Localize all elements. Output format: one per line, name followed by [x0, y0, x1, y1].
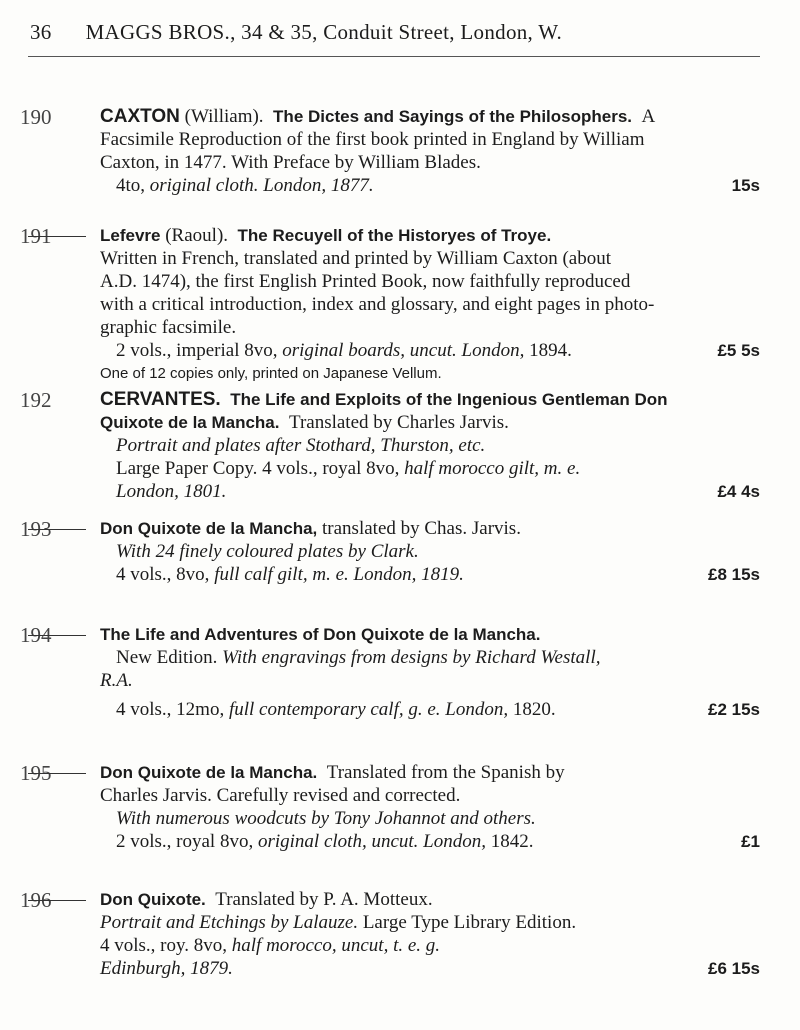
- entry-format: 4to,: [116, 175, 150, 196]
- entry-illustrations: With 24 finely coloured plates by Clark.: [116, 541, 419, 562]
- entry-title: Don Quixote de la Mancha.: [100, 763, 318, 782]
- entry-body: [100, 224, 760, 385]
- entry-price: £5 5s: [717, 341, 760, 360]
- entry-format-italic: full calf gilt, m. e. London, 1819.: [214, 564, 464, 585]
- entry-edition: Large Type Library Edition.: [358, 912, 577, 933]
- entry-author-rest: (William).: [184, 106, 264, 127]
- entry-title: Don Quixote.: [100, 890, 206, 909]
- entry-desc: Caxton, in 1477. With Preface by William Blades.: [100, 152, 481, 173]
- entry-illustrations-cont: R.A.: [100, 670, 133, 691]
- entry-desc: Translated by Charles Jarvis.: [289, 412, 509, 433]
- entry-number: 192: [20, 388, 52, 412]
- ditto-dash: [28, 900, 86, 901]
- entry-title: The Life and Adventures of Don Quixote de la Mancha.: [100, 625, 541, 644]
- ditto-dash: [28, 635, 86, 636]
- entry-format-italic: half morocco gilt, m. e.: [404, 458, 581, 479]
- entry-desc: Translated by P. A. Motteux.: [215, 889, 433, 910]
- entry-number: 196: [20, 888, 52, 912]
- entry-format: 4 vols., 12mo,: [116, 699, 229, 720]
- ditto-dash: [28, 529, 86, 530]
- entry-desc: New Edition.: [116, 647, 223, 668]
- entry-format-year: 1842.: [485, 831, 534, 852]
- entry-title: Don Quixote de la Mancha,: [100, 519, 318, 538]
- entry-format: 2 vols., imperial 8vo,: [116, 340, 283, 361]
- entry-title: The Life and Exploits of the Ingenious Gentleman Don: [230, 390, 668, 409]
- publisher-line: MAGGS BROS., 34 & 35, Conduit Street, London, W.: [85, 20, 563, 44]
- entry-number: 195: [20, 761, 52, 785]
- entry-body: [100, 388, 760, 503]
- entry-price: £1: [741, 832, 760, 851]
- entry-number: 194: [20, 623, 52, 647]
- entry-illustrations: With engravings from designs by Richard Westall,: [222, 647, 601, 668]
- entry-title: The Dictes and Sayings of the Philosophers.: [273, 107, 633, 126]
- entry-format-italic: full contemporary calf, g. e. London,: [228, 699, 509, 720]
- ditto-dash: [28, 773, 86, 774]
- entry-price: £4 4s: [717, 482, 760, 501]
- entry-body: [100, 888, 760, 980]
- entry-desc: with a critical introduction, index and glossary, and eight pages in photo-: [100, 294, 655, 315]
- entry-imprint: London, 1801.: [116, 481, 227, 502]
- entry-number: 190: [20, 105, 52, 129]
- entry-desc: translated by Chas. Jarvis.: [322, 518, 521, 539]
- entry-desc: Translated from the Spanish by: [326, 762, 565, 783]
- entry-format-italic: original cloth, uncut. London,: [257, 831, 486, 852]
- entry-format-year: 1894.: [524, 340, 572, 361]
- entry-desc: Facsimile Reproduction of the first book printed in England by William: [100, 129, 645, 150]
- entry-desc: A.D. 1474), the first English Printed Book, now faithfully reproduced: [100, 271, 631, 292]
- entry-title: Quixote de la Mancha.: [100, 413, 280, 432]
- entry-imprint: Edinburgh, 1879.: [100, 958, 233, 979]
- entry-desc: graphic facsimile.: [100, 317, 237, 338]
- entry-format-italic: original cloth. London, 1877.: [149, 175, 374, 196]
- entry-format: 4 vols., 8vo,: [116, 564, 215, 585]
- entry-author-rest: (Raoul).: [165, 225, 229, 246]
- page-number: 36: [30, 20, 52, 44]
- entry-desc: Charles Jarvis. Carefully revised and corrected.: [100, 785, 461, 806]
- entry-format: 4 vols., roy. 8vo,: [100, 935, 232, 956]
- entry-title: The Recuyell of the Historyes of Troye.: [237, 226, 552, 245]
- entry-body: [100, 517, 760, 586]
- entry-body: [100, 761, 760, 853]
- entry-price: £6 15s: [708, 959, 760, 978]
- entry-format-year: 1820.: [508, 699, 556, 720]
- entry-desc: A: [641, 106, 656, 127]
- entry-format: 2 vols., royal 8vo,: [116, 831, 258, 852]
- entry-author: Lefevre: [100, 226, 161, 245]
- entry-format-italic: original boards, uncut. London,: [282, 340, 525, 361]
- entry-number: 191: [20, 224, 52, 248]
- entry-price: £8 15s: [708, 565, 760, 584]
- entry-body: [100, 105, 760, 197]
- entry-author: CERVANTES.: [100, 389, 221, 410]
- entry-body: [100, 623, 760, 721]
- entry-number: 193: [20, 517, 52, 541]
- entry-author: CAXTON: [100, 106, 180, 127]
- entry-illustrations: With numerous woodcuts by Tony Johannot and others.: [116, 808, 536, 829]
- entry-illustrations: Portrait and plates after Stothard, Thurston, etc.: [116, 435, 486, 456]
- entry-illustrations: Portrait and Etchings by Lalauze.: [100, 912, 359, 933]
- ditto-dash: [28, 236, 86, 237]
- entry-price: £2 15s: [708, 700, 760, 719]
- header-rule: [28, 56, 760, 57]
- entry-note: One of 12 copies only, printed on Japanese Vellum.: [100, 365, 442, 382]
- page-header: [30, 20, 760, 45]
- entry-desc: Written in French, translated and printed by William Caxton (about: [100, 248, 611, 269]
- entry-format: Large Paper Copy. 4 vols., royal 8vo,: [116, 458, 405, 479]
- entry-price: 15s: [731, 176, 760, 195]
- entry-format-italic: half morocco, uncut, t. e. g.: [231, 935, 441, 956]
